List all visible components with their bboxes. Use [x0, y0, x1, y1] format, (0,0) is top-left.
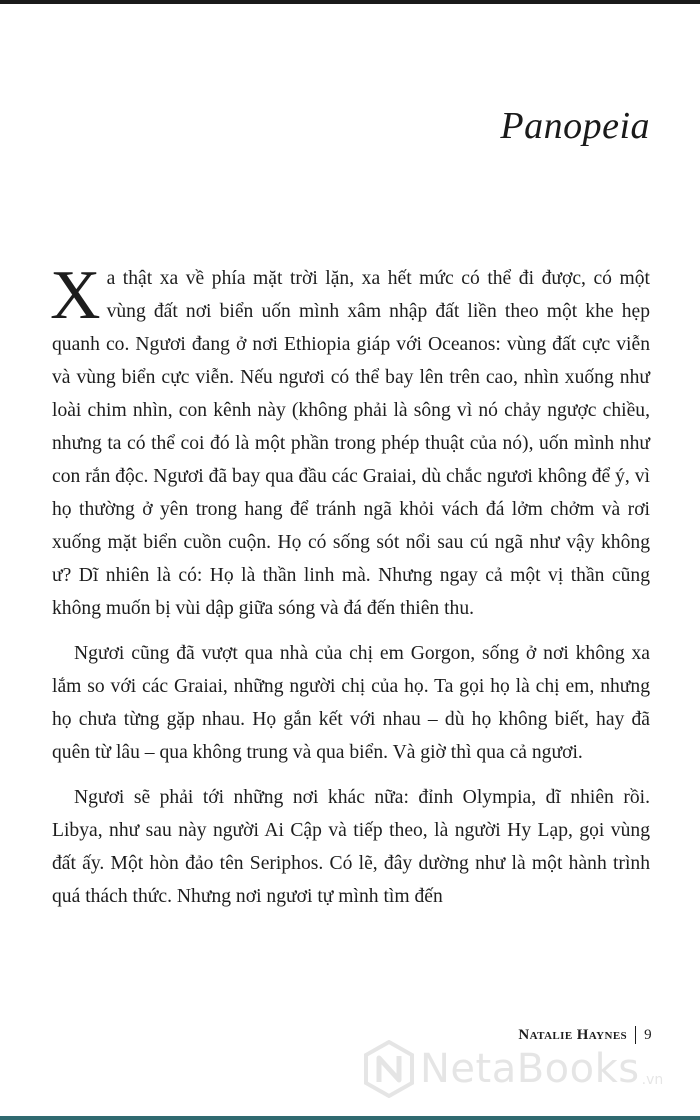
footer-author: Natalie Haynes: [518, 1026, 628, 1043]
watermark: [364, 1040, 663, 1098]
page-number: 9: [644, 1026, 652, 1043]
drop-cap: X: [50, 257, 101, 334]
body-text: [50, 257, 650, 925]
chapter-title: Panopeia: [500, 105, 650, 147]
top-border: [0, 0, 700, 4]
watermark-brand: NetaBooks: [420, 1046, 640, 1092]
paragraph-3: Ngươi sẽ phải tới những nơi khác nữa: đỉnh Olympia, dĩ nhiên rồi. Libya, như sau này người Ai Cập và tiếp theo, là người Hy Lạp, gọi vùng đất ấy. Một hòn đảo tên Seriphos. Có lẽ, đây dường như là một hành trình quá thách thức. Nhưng nơi ngươi tự mình tìm đến: [52, 787, 650, 907]
paragraph-1-text: a thật xa về phía mặt trời lặn, xa hết mức có thể đi được, có một vùng đất nơi biển uốn mình xâm nhập đất liền theo một khe hẹp quanh co. Ngươi đang ở nơi Ethiopia giáp với Oceanos: vùng đất cực viễn và vùng biển cực viễn. Nếu ngươi có thể bay lên trên cao, nhìn xuống như loài chim nhìn, con kênh này (không phải là sông vì nó chảy ngược chiều, nhưng ta có thể coi đó là một phần trong phép thuật của nó), uốn mình như con rắn độc. Ngươi đã bay qua đầu các Graiai, dù chắc ngươi không để ý, vì họ thường ở yên trong hang để tránh ngã khỏi vách đá lởm chởm và rơi xuống mặt biển cuồn cuộn. Họ có sống sót nổi sau cú ngã như vậy không ư? Dĩ nhiên là có: Họ là thần linh mà. Nhưng ngay cả một vị thần cũng không muốn bị vùi dập giữa sóng và đá đến thiên thu.: [52, 268, 650, 619]
paragraph-2: Ngươi cũng đã vượt qua nhà của chị em Gorgon, sống ở nơi không xa lắm so với các Graiai, những người chị của họ. Ta gọi họ là chị em, nhưng họ chưa từng gặp nhau. Họ gắn kết với nhau – dù họ không biết, hay đã quên từ lâu – qua không trung và qua biển. Và giờ thì qua cả ngươi.: [52, 643, 650, 763]
paragraph-1: [50, 257, 650, 625]
watermark-tld: .vn: [641, 1072, 664, 1088]
netabooks-logo-icon: [364, 1040, 414, 1098]
bottom-border: [0, 1116, 700, 1120]
